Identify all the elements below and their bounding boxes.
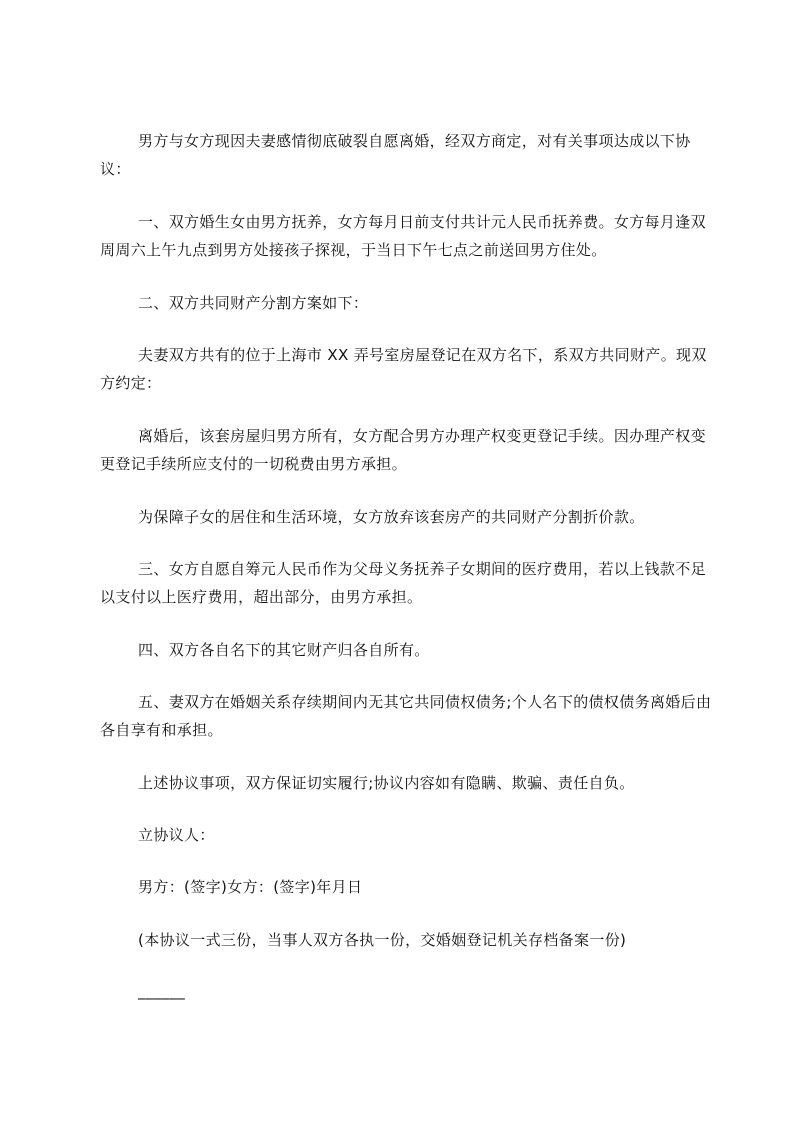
paragraph-signatories-label: 立协议人： — [138, 826, 215, 844]
paragraph-copies-note: (本协议一式三份，当事人双方各执一份，交婚姻登记机关存档备案一份) — [138, 931, 627, 949]
paragraph-guarantee: 上述协议事项，双方保证切实履行;协议内容如有隐瞒、欺骗、责任自负。 — [138, 774, 635, 792]
paragraph-property-description: 夫妻双方共有的位于上海市 XX 弄号室房屋登记在双方名下，系双方共同财产。现双方约定： — [100, 346, 707, 392]
paragraph-end-line: ______ — [138, 982, 186, 1000]
paragraph-property-heading: 二、双方共同财产分割方案如下： — [138, 294, 369, 312]
paragraph-other-property: 四、双方各自名下的其它财产归各自所有。 — [138, 641, 430, 659]
paragraph-signature-line: 男方：(签字)女方：(签字)年月日 — [138, 878, 363, 896]
paragraph-debts: 五、妻双方在婚姻关系存续期间内无其它共同债权债务;个人名下的债权债务离婚后由各自享有和承担。 — [100, 693, 712, 739]
paragraph-child-custody: 一、双方婚生女由男方抚养，女方每月日前支付共计元人民币抚养费。女方每月逢双周周六上午九点到男方处接孩子探视，于当日下午七点之前送回男方住处。 — [100, 213, 706, 259]
paragraph-intro: 男方与女方现因夫妻感情彻底破裂自愿离婚，经双方商定，对有关事项达成以下协议： — [100, 132, 691, 178]
paragraph-medical-expenses: 三、女方自愿自筹元人民币作为父母义务抚养子女期间的医疗费用，若以上钱款不足以支付以上医疗费用，超出部分，由男方承担。 — [100, 560, 706, 606]
paragraph-waiver: 为保障子女的居住和生活环境，女方放弃该套房产的共同财产分割折价款。 — [138, 508, 645, 526]
paragraph-house-ownership: 离婚后，该套房屋归男方所有，女方配合男方办理产权变更登记手续。因办理产权变更登记手续所应支付的一切税费由男方承担。 — [100, 427, 706, 473]
